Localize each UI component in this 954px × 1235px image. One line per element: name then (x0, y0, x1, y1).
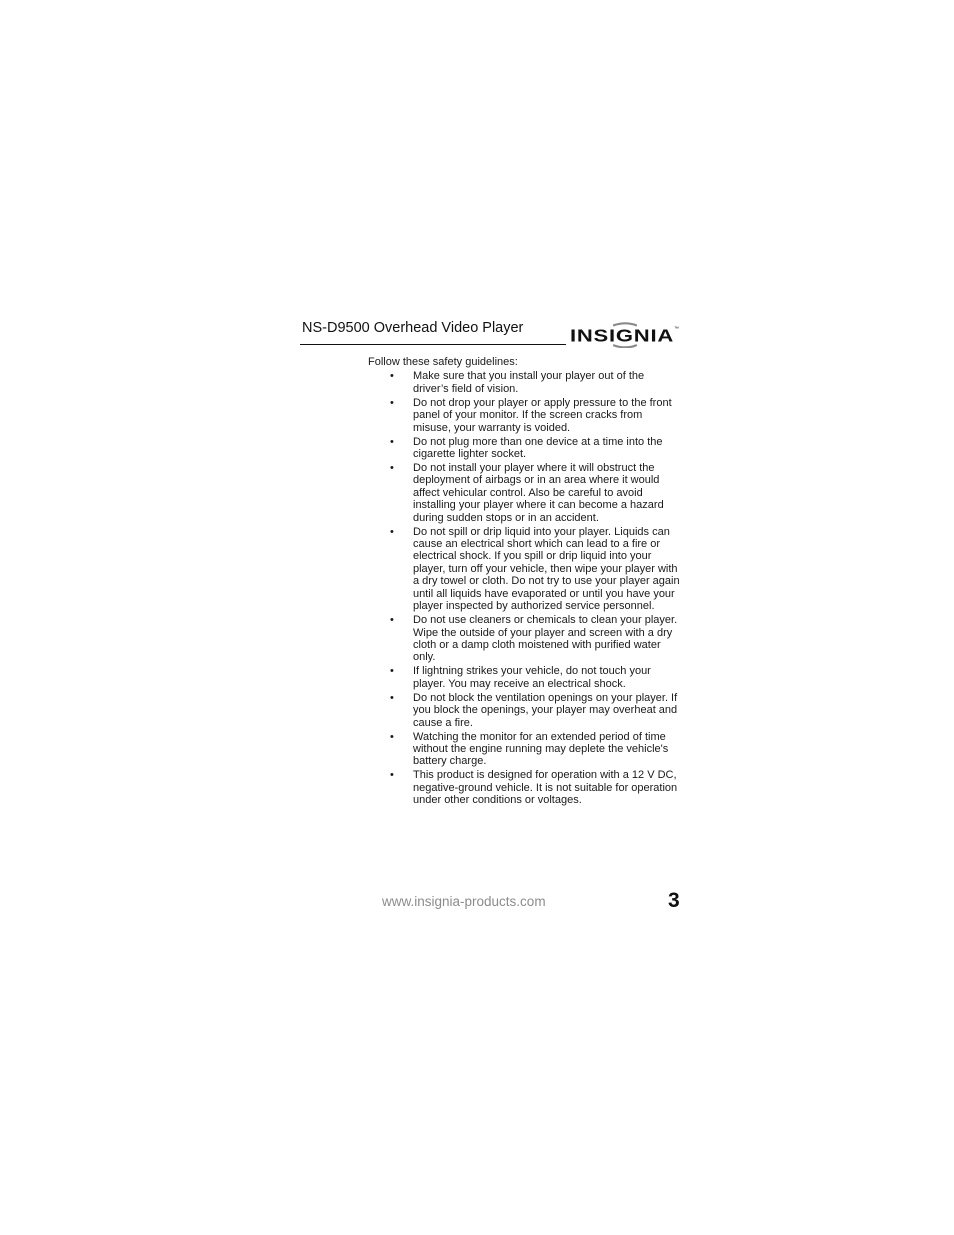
list-item-text: Watching the monitor for an extended period of time without the engine running may deplete the vehicle's battery charge. (413, 730, 669, 768)
list-item-text: This product is designed for operation with a 12 V DC, negative-ground vehicle. It is not suitable for operation under other conditions or voltages. (413, 769, 678, 807)
page-header (300, 318, 682, 350)
list-item (368, 769, 682, 806)
list-item (368, 397, 682, 434)
list-item-text: Do not install your player where it will obstruct the deployment of airbags or in an area where it would affect vehicular control. Also be careful to avoid installing your player where it can become a hazard during sudden stops or in an accident. (413, 462, 664, 524)
list-item (368, 731, 682, 768)
logo-trademark: ™ (674, 326, 679, 332)
bullet-icon: • (390, 435, 394, 448)
safety-guidelines (368, 356, 682, 808)
list-item (368, 665, 682, 690)
list-item (368, 462, 682, 524)
header-divider (300, 344, 566, 345)
list-item-text: Do not plug more than one device at a time into the cigarette lighter socket. (413, 435, 663, 461)
list-item-text: Do not spill or drip liquid into your player. Liquids can cause an electrical short which can lead to a fire or electrical shock. If you spill or drip liquid into your player, turn off your vehicle, then wipe your player with a dry towel or cloth. Do not try to use your player again until all liquids have evaporated or until you have your player inspected by authorized service personnel. (413, 525, 680, 613)
bullet-icon: • (390, 370, 394, 383)
footer-website-url: www.insignia-products.com (382, 894, 546, 909)
list-item (368, 370, 682, 395)
logo-wordmark: INSIGNIA (570, 325, 674, 346)
bullet-icon: • (390, 396, 394, 409)
page-number: 3 (668, 889, 680, 912)
list-item-text: Do not drop your player or apply pressure to the front panel of your monitor. If the screen cracks from misuse, your warranty is voided. (413, 396, 672, 434)
bullet-icon: • (390, 730, 394, 743)
bullet-icon: • (390, 525, 394, 538)
list-item-text: Do not block the ventilation openings on your player. If you block the openings, your player may overheat and cause a fire. (413, 691, 678, 729)
list-item (368, 436, 682, 461)
guidelines-list (368, 370, 682, 806)
bullet-icon: • (390, 769, 394, 782)
list-item-text: If lightning strikes your vehicle, do not touch your player. You may receive an electrical shock. (413, 665, 651, 690)
list-item-text: Make sure that you install your player out of the driver’s field of vision. (413, 370, 645, 395)
guidelines-intro: Follow these safety guidelines: (368, 356, 518, 368)
bullet-icon: • (390, 665, 394, 678)
bullet-icon: • (390, 462, 394, 475)
list-item-text: Do not use cleaners or chemicals to clean your player. Wipe the outside of your player and screen with a dry cloth or a damp cloth moistened with purified water only. (413, 614, 678, 664)
list-item (368, 692, 682, 729)
insignia-logo (570, 322, 680, 348)
bullet-icon: • (390, 691, 394, 704)
bullet-icon: • (390, 614, 394, 627)
list-item (368, 614, 682, 664)
list-item (368, 526, 682, 613)
document-title: NS-D9500 Overhead Video Player (302, 320, 524, 336)
